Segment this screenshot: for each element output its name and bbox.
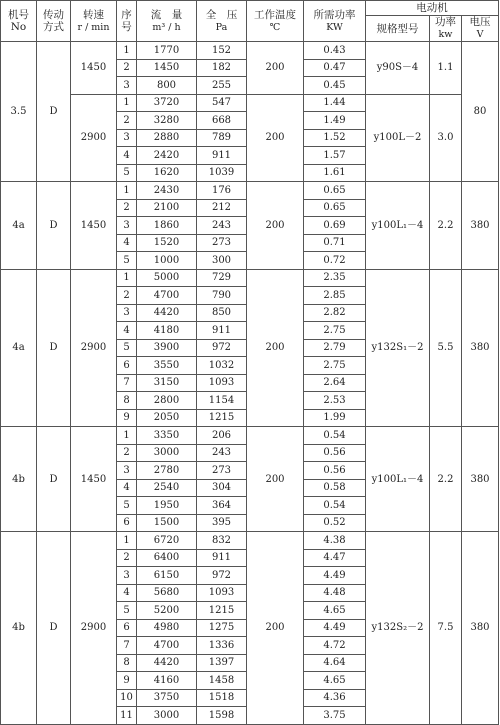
pressure-cell: 911	[197, 549, 247, 567]
seq-cell: 8	[117, 654, 137, 672]
flow-cell: 1450	[137, 59, 197, 77]
header-motor: 电动机	[366, 1, 499, 16]
flow-cell: 1500	[137, 514, 197, 532]
power-req-cell: 0.69	[304, 217, 366, 235]
pressure-cell: 911	[197, 147, 247, 165]
pressure-cell: 243	[197, 217, 247, 235]
drive-cell: D	[37, 42, 71, 182]
header-power-req: 所需功率 KW	[304, 1, 366, 42]
pressure-cell: 152	[197, 42, 247, 60]
voltage-cell: 380	[462, 182, 499, 270]
flow-cell: 2780	[137, 462, 197, 480]
flow-cell: 3720	[137, 94, 197, 112]
seq-cell: 4	[117, 584, 137, 602]
seq-cell: 7	[117, 637, 137, 655]
seq-cell: 4	[117, 479, 137, 497]
flow-cell: 1520	[137, 234, 197, 252]
power-req-cell: 1.99	[304, 409, 366, 427]
seq-cell: 3	[117, 129, 137, 147]
seq-cell: 1	[117, 427, 137, 445]
motor-model-cell: y132S₁－2	[366, 269, 430, 427]
seq-cell: 5	[117, 497, 137, 515]
header-model-no: 机号 No	[1, 1, 37, 42]
flow-cell: 3280	[137, 112, 197, 130]
power-req-cell: 4.36	[304, 689, 366, 707]
flow-cell: 6720	[137, 532, 197, 550]
power-req-cell: 2.79	[304, 339, 366, 357]
seq-cell: 3	[117, 304, 137, 322]
pressure-cell: 1154	[197, 392, 247, 410]
voltage-cell: 380	[462, 269, 499, 427]
power-req-cell: 4.48	[304, 584, 366, 602]
power-req-cell: 0.43	[304, 42, 366, 60]
flow-cell: 2430	[137, 182, 197, 200]
power-req-cell: 4.38	[304, 532, 366, 550]
pressure-cell: 850	[197, 304, 247, 322]
temp-cell: 200	[247, 182, 304, 270]
pressure-cell: 790	[197, 287, 247, 305]
temp-cell: 200	[247, 269, 304, 427]
flow-cell: 1950	[137, 497, 197, 515]
temp-cell: 200	[247, 532, 304, 725]
pressure-cell: 832	[197, 532, 247, 550]
pressure-cell: 206	[197, 427, 247, 445]
speed-cell: 1450	[71, 182, 117, 270]
seq-cell: 2	[117, 287, 137, 305]
flow-cell: 3900	[137, 339, 197, 357]
power-req-cell: 0.71	[304, 234, 366, 252]
pressure-cell: 212	[197, 199, 247, 217]
flow-cell: 3150	[137, 374, 197, 392]
flow-cell: 2420	[137, 147, 197, 165]
pressure-cell: 972	[197, 567, 247, 585]
pressure-cell: 1275	[197, 619, 247, 637]
power-req-cell: 1.52	[304, 129, 366, 147]
power-req-cell: 2.75	[304, 322, 366, 340]
table-row	[1, 42, 499, 60]
power-req-cell: 4.49	[304, 567, 366, 585]
speed-cell: 1450	[71, 427, 117, 532]
motor-model-cell: y90S－4	[366, 42, 430, 95]
table-row	[1, 94, 499, 112]
temp-cell: 200	[247, 427, 304, 532]
flow-cell: 4980	[137, 619, 197, 637]
speed-cell: 1450	[71, 42, 117, 95]
power-req-cell: 0.72	[304, 252, 366, 270]
model-no-cell: 4b	[1, 532, 37, 725]
seq-cell: 6	[117, 514, 137, 532]
pressure-cell: 972	[197, 339, 247, 357]
power-req-cell: 1.61	[304, 164, 366, 182]
power-req-cell: 2.64	[304, 374, 366, 392]
drive-cell: D	[37, 269, 71, 427]
pressure-cell: 729	[197, 269, 247, 287]
motor-power-cell: 3.0	[430, 94, 462, 182]
flow-cell: 4180	[137, 322, 197, 340]
seq-cell: 1	[117, 94, 137, 112]
speed-cell: 2900	[71, 94, 117, 182]
pressure-cell: 1032	[197, 357, 247, 375]
voltage-cell: 80	[462, 42, 499, 182]
flow-cell: 3750	[137, 689, 197, 707]
temp-cell: 200	[247, 94, 304, 182]
seq-cell: 4	[117, 234, 137, 252]
seq-cell: 11	[117, 707, 137, 725]
header-voltage: 电压 V	[462, 16, 499, 42]
flow-cell: 2100	[137, 199, 197, 217]
flow-cell: 4420	[137, 654, 197, 672]
pressure-cell: 547	[197, 94, 247, 112]
flow-cell: 3000	[137, 444, 197, 462]
seq-cell: 4	[117, 322, 137, 340]
seq-cell: 5	[117, 339, 137, 357]
seq-cell: 6	[117, 619, 137, 637]
drive-cell: D	[37, 182, 71, 270]
power-req-cell: 4.72	[304, 637, 366, 655]
flow-cell: 2540	[137, 479, 197, 497]
model-no-cell: 3.5	[1, 42, 37, 182]
pressure-cell: 243	[197, 444, 247, 462]
header-speed: 转速 r / min	[71, 1, 117, 42]
speed-cell: 2900	[71, 532, 117, 725]
seq-cell: 2	[117, 444, 137, 462]
pressure-cell: 395	[197, 514, 247, 532]
flow-cell: 4160	[137, 672, 197, 690]
drive-cell: D	[37, 532, 71, 725]
power-req-cell: 2.82	[304, 304, 366, 322]
pressure-cell: 176	[197, 182, 247, 200]
header-motor-model: 规格型号	[366, 16, 430, 42]
power-req-cell: 2.75	[304, 357, 366, 375]
seq-cell: 10	[117, 689, 137, 707]
flow-cell: 1000	[137, 252, 197, 270]
table-body	[1, 42, 499, 725]
flow-cell: 3350	[137, 427, 197, 445]
power-req-cell: 1.57	[304, 147, 366, 165]
motor-power-cell: 2.2	[430, 427, 462, 532]
flow-cell: 4420	[137, 304, 197, 322]
flow-cell: 4700	[137, 637, 197, 655]
table-row	[1, 182, 499, 200]
power-req-cell: 4.47	[304, 549, 366, 567]
flow-cell: 3550	[137, 357, 197, 375]
table-row	[1, 269, 499, 287]
flow-cell: 2050	[137, 409, 197, 427]
seq-cell: 3	[117, 217, 137, 235]
power-req-cell: 0.56	[304, 462, 366, 480]
power-req-cell: 1.44	[304, 94, 366, 112]
pressure-cell: 1039	[197, 164, 247, 182]
power-req-cell: 2.53	[304, 392, 366, 410]
seq-cell: 8	[117, 392, 137, 410]
seq-cell: 9	[117, 409, 137, 427]
seq-cell: 9	[117, 672, 137, 690]
pressure-cell: 1093	[197, 374, 247, 392]
power-req-cell: 3.75	[304, 707, 366, 725]
header-drive: 传动 方式	[37, 1, 71, 42]
flow-cell: 5200	[137, 602, 197, 620]
seq-cell: 3	[117, 77, 137, 95]
pressure-cell: 1215	[197, 409, 247, 427]
power-req-cell: 0.58	[304, 479, 366, 497]
pressure-cell: 273	[197, 234, 247, 252]
pressure-cell: 668	[197, 112, 247, 130]
header-flow: 流 量 m³ / h	[137, 1, 197, 42]
motor-power-cell: 2.2	[430, 182, 462, 270]
power-req-cell: 0.47	[304, 59, 366, 77]
flow-cell: 3000	[137, 707, 197, 725]
power-req-cell: 4.65	[304, 602, 366, 620]
pressure-cell: 1598	[197, 707, 247, 725]
flow-cell: 1770	[137, 42, 197, 60]
power-req-cell: 2.35	[304, 269, 366, 287]
seq-cell: 2	[117, 59, 137, 77]
seq-cell: 5	[117, 602, 137, 620]
pressure-cell: 1215	[197, 602, 247, 620]
power-req-cell: 0.52	[304, 514, 366, 532]
seq-cell: 5	[117, 252, 137, 270]
flow-cell: 6150	[137, 567, 197, 585]
pressure-cell: 1458	[197, 672, 247, 690]
model-no-cell: 4b	[1, 427, 37, 532]
flow-cell: 2800	[137, 392, 197, 410]
seq-cell: 4	[117, 147, 137, 165]
flow-cell: 5680	[137, 584, 197, 602]
model-no-cell: 4a	[1, 182, 37, 270]
pressure-cell: 182	[197, 59, 247, 77]
motor-model-cell: y100L－2	[366, 94, 430, 182]
pressure-cell: 1336	[197, 637, 247, 655]
pressure-cell: 911	[197, 322, 247, 340]
motor-power-cell: 7.5	[430, 532, 462, 725]
pressure-cell: 273	[197, 462, 247, 480]
seq-cell: 1	[117, 42, 137, 60]
power-req-cell: 0.45	[304, 77, 366, 95]
seq-cell: 3	[117, 462, 137, 480]
pressure-cell: 1397	[197, 654, 247, 672]
seq-cell: 1	[117, 182, 137, 200]
seq-cell: 3	[117, 567, 137, 585]
header-pressure: 全 压 Pa	[197, 1, 247, 42]
power-req-cell: 0.65	[304, 182, 366, 200]
power-req-cell: 4.49	[304, 619, 366, 637]
power-req-cell: 0.65	[304, 199, 366, 217]
table-row	[1, 532, 499, 550]
voltage-cell: 380	[462, 427, 499, 532]
table-row	[1, 427, 499, 445]
seq-cell: 7	[117, 374, 137, 392]
pressure-cell: 789	[197, 129, 247, 147]
voltage-cell: 380	[462, 532, 499, 725]
seq-cell: 2	[117, 112, 137, 130]
flow-cell: 800	[137, 77, 197, 95]
seq-cell: 5	[117, 164, 137, 182]
flow-cell: 4700	[137, 287, 197, 305]
pressure-cell: 304	[197, 479, 247, 497]
seq-cell: 2	[117, 549, 137, 567]
power-req-cell: 2.85	[304, 287, 366, 305]
flow-cell: 6400	[137, 549, 197, 567]
pressure-cell: 1518	[197, 689, 247, 707]
pressure-cell: 364	[197, 497, 247, 515]
flow-cell: 2880	[137, 129, 197, 147]
header-motor-power: 功率 kw	[430, 16, 462, 42]
flow-cell: 5000	[137, 269, 197, 287]
pressure-cell: 255	[197, 77, 247, 95]
flow-cell: 1860	[137, 217, 197, 235]
motor-model-cell: y100L₁－4	[366, 427, 430, 532]
seq-cell: 2	[117, 199, 137, 217]
drive-cell: D	[37, 427, 71, 532]
pressure-cell: 1093	[197, 584, 247, 602]
motor-power-cell: 1.1	[430, 42, 462, 95]
power-req-cell: 0.54	[304, 427, 366, 445]
flow-cell: 1620	[137, 164, 197, 182]
header-seq: 序 号	[117, 1, 137, 42]
pressure-cell: 300	[197, 252, 247, 270]
power-req-cell: 1.49	[304, 112, 366, 130]
power-req-cell: 0.54	[304, 497, 366, 515]
seq-cell: 1	[117, 532, 137, 550]
power-req-cell: 4.65	[304, 672, 366, 690]
power-req-cell: 0.56	[304, 444, 366, 462]
seq-cell: 1	[117, 269, 137, 287]
speed-cell: 2900	[71, 269, 117, 427]
motor-model-cell: y132S₂－2	[366, 532, 430, 725]
temp-cell: 200	[247, 42, 304, 95]
header-temp: 工作温度 ℃	[247, 1, 304, 42]
seq-cell: 6	[117, 357, 137, 375]
motor-model-cell: y100L₁－4	[366, 182, 430, 270]
power-req-cell: 4.64	[304, 654, 366, 672]
model-no-cell: 4a	[1, 269, 37, 427]
motor-power-cell: 5.5	[430, 269, 462, 427]
